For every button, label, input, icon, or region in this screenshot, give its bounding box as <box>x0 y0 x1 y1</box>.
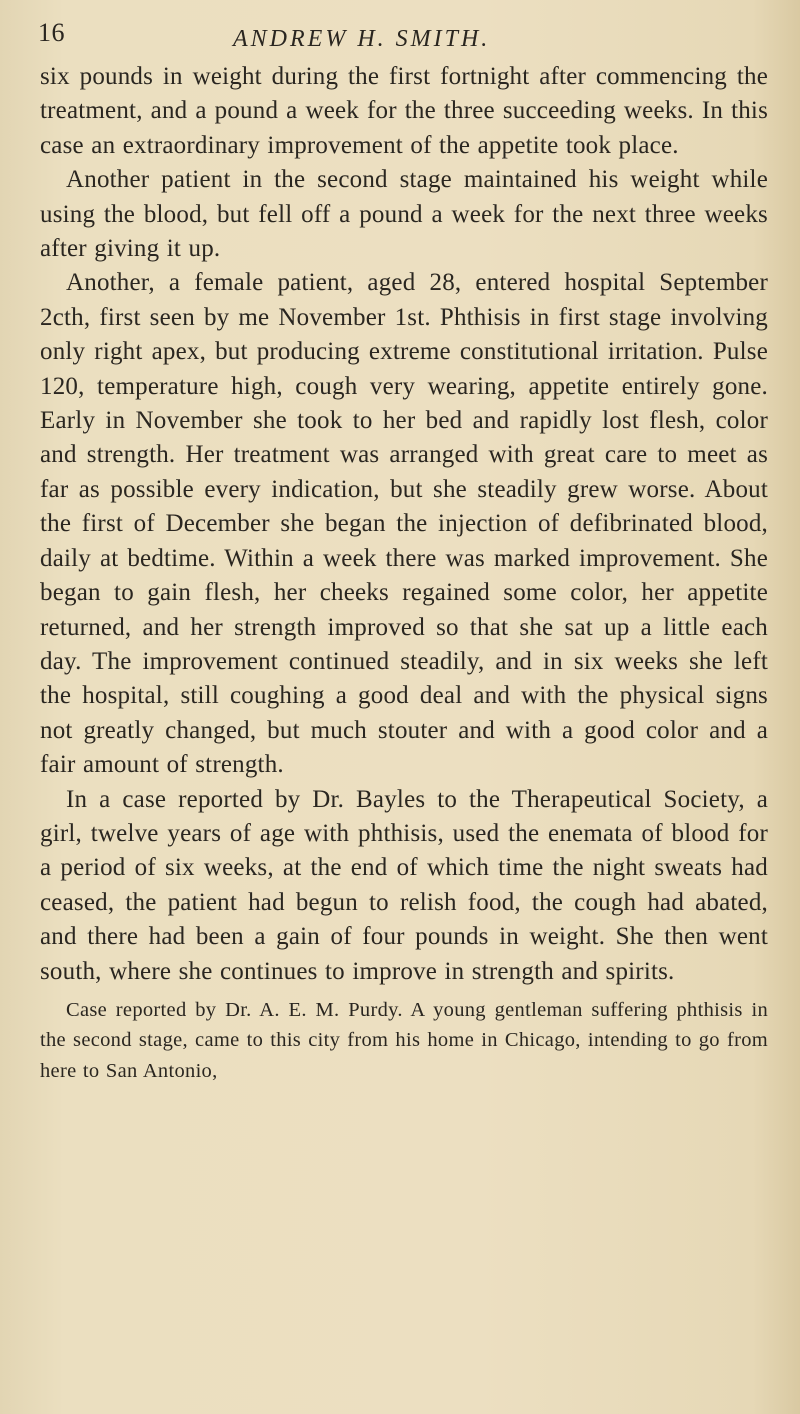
running-head: ANDREW H. SMITH. <box>233 26 491 52</box>
paragraph-continued: six pounds in weight during the first fortnight after commencing the treatment, and a pound a week for the three succeeding weeks. In this case an extraordinary improvement of the appetite took place. <box>40 63 768 159</box>
paragraph-bayles-case: In a case reported by Dr. Bayles to the Therapeutical Society, a girl, twelve years of age with phthisis, used the enemata of blood for a period of six weeks, at the end of which time the night sweats had ceased, the patient had begun to relish food, the cough had abated, and there had been a gain of four pounds in weight. She then went south, where she continues to improve in strength and spirits. <box>40 785 768 985</box>
paragraph-purdy-case: Case reported by Dr. A. E. M. Purdy. A young gentleman suffering phthisis in the second stage, came to this city from his home in Chicago, intending to go from here to San Antonio, <box>40 998 768 1082</box>
paragraph-female-patient: Another, a female patient, aged 28, entered hospital September 2cth, first seen by me November 1st. Phthisis in first stage involving only right apex, but producing extreme constitutional irritation. Pulse 120, temperature high, cough very wearing, appetite entirely gone. Early in November she took to her bed and rapidly lost flesh, color and strength. Her treatment was arranged with great care to meet as far as possible every indication, but she steadily grew worse. About the first of December she began the injection of defibrinated blood, daily at bedtime. Within a week there was marked improvement. She began to gain flesh, her cheeks regained some color, her appetite returned, and her strength improved so that she sat up a little each day. The improvement continued steadily, and in six weeks she left the hospital, still coughing a good deal and with the physical signs not greatly changed, but much stouter and with a good color and a fair amount of strength. <box>40 269 768 779</box>
paragraph-second-patient: Another patient in the second stage maintained his weight while using the blood, but fell off a pound a week for the next three weeks after giving it up. <box>40 166 768 263</box>
body-text <box>40 60 768 1086</box>
page-header <box>0 18 800 58</box>
page-number: 16 <box>38 18 65 47</box>
